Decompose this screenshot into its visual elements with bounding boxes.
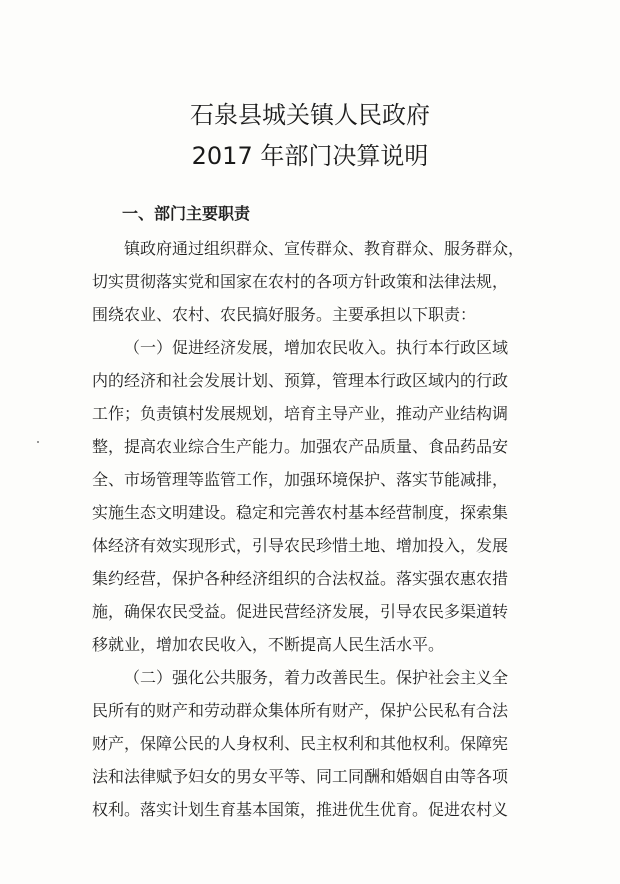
paragraph-line: 镇政府通过组织群众、宣传群众、教育群众、服务群众， [124,239,525,258]
paragraph-line: 内的经济和社会发展计划、预算，管理本行政区域内的行政 [92,371,509,390]
paragraph-line: 移就业，增加农民收入，不断提高人民生活水平。 [92,635,445,654]
paragraph-line: 全、市场管理等监管工作，加强环境保护、落实节能减排， [92,470,509,489]
document-title-line-2: 2017 年部门决算说明 [191,142,429,170]
scan-speck [37,441,39,443]
document-title-line-1: 石泉县城关镇人民政府 [190,101,430,129]
paragraph-line: 集约经营，保护各种经济组织的合法权益。落实强农惠农措 [92,569,509,588]
paragraph-line: 整，提高农业综合生产能力。加强农产品质量、食品药品安 [92,437,509,456]
paragraph-line: 权利。落实计划生育基本国策，推进优生优育。促进农村义 [92,800,509,819]
paragraph-intro [92,232,552,331]
paragraph-duty-1 [92,331,552,661]
paragraph-line: （二）强化公共服务，着力改善民生。保护社会主义全 [124,668,509,687]
paragraph-duty-2 [92,661,552,826]
paragraph-line: 工作；负责镇村发展规划，培育主导产业，推动产业结构调 [92,404,509,423]
paragraph-line: 体经济有效实现形式，引导农民珍惜土地、增加投入，发展 [92,536,509,555]
paragraph-line: 财产，保障公民的人身权利、民主权利和其他权利。保障宪 [92,734,509,753]
paragraph-line: 法和法律赋予妇女的男女平等、同工同酬和婚姻自由等各项 [92,767,509,786]
section-heading: 一、部门主要职责 [122,204,251,223]
paragraph-line: 施，确保农民受益。促进民营经济发展，引导农民多渠道转 [92,602,509,621]
paragraph-line: 实施生态文明建设。稳定和完善农村基本经营制度，探索集 [92,503,509,522]
paragraph-line: 围绕农业、农村、农民搞好服务。主要承担以下职责： [92,305,477,324]
paragraph-line: 民所有的财产和劳动群众集体所有财产，保护公民私有合法 [92,701,509,720]
paragraph-line: （一）促进经济发展，增加农民收入。执行本行政区域 [124,338,509,357]
paragraph-line: 切实贯彻落实党和国家在农村的各项方针政策和法律法规， [92,272,509,291]
